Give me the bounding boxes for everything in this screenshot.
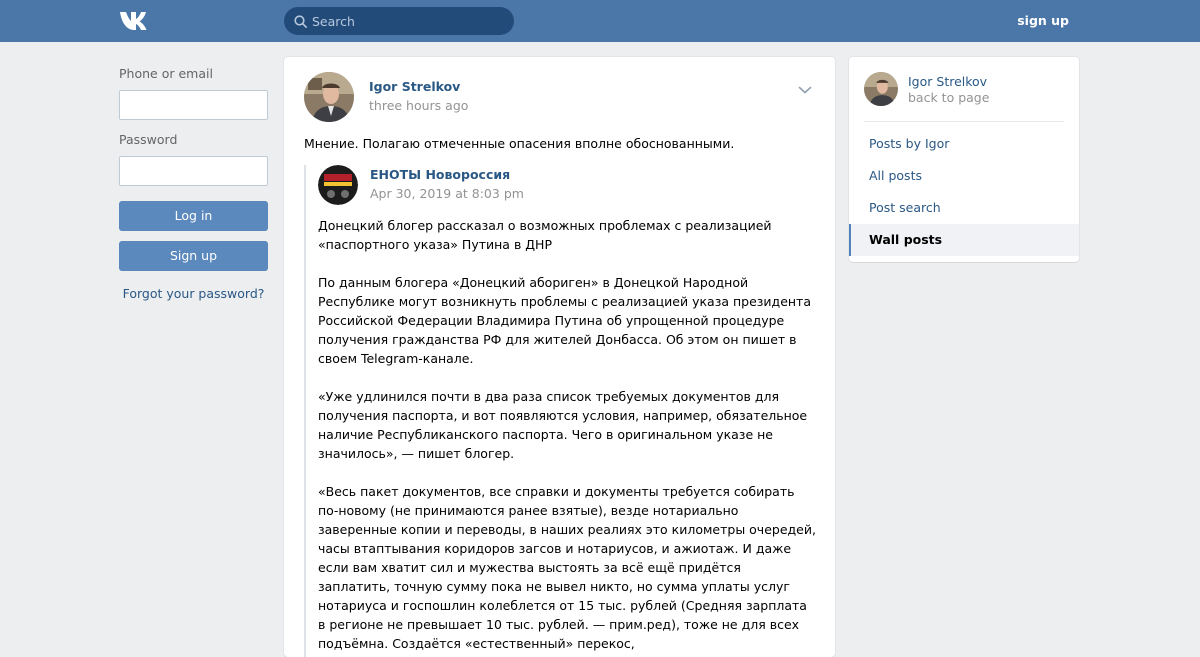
owner-name-link[interactable]: Igor Strelkov [908,74,988,89]
sidebar-nav [849,128,1079,256]
chevron-down-icon[interactable] [798,85,812,95]
repost-divider [304,165,306,657]
phone-label: Phone or email [119,66,213,81]
forgot-password-link[interactable]: Forgot your password? [122,286,265,301]
post-time[interactable]: three hours ago [369,98,469,113]
group-logo-icon [318,165,358,205]
password-input[interactable] [119,156,268,186]
login-form [119,66,268,301]
repost-paragraph: «Весь пакет документов, все справки и документы требуется собирать по-новому (не принимаются ранее взятые), везде нотариально заверенные копии и переводы, в наших реалиях это километры очередей, часы втаптывания коридоров загсов и нотариусов, и ажиотаж. И даже если вам хватит сил и мужества выстоять за всё ещё придётся заплатить, точную сумму пока не вывел никто, но сумма уплаты услуг нотариуса и госпошлин колеблется от 15 тыс. рублей (Средняя зарплата в регионе не превышает 10 тыс. рублей. — прим.ред), тоже не для всех подъёмна. Создаётся «естественный» перекос, [318,484,816,651]
sidebar-divider [864,121,1064,122]
login-button[interactable]: Log in [119,201,268,231]
phone-email-input[interactable] [119,90,268,120]
repost-paragraph: По данным блогера «Донецкий абориген» в Донецкой Народной Республике могут возникнуть проблемы с реализацией указа президента Российской Федерации Владимира Путина об упрощенной процедуре получения гражданства РФ для жителей Донбасса. Об этом он пишет в своем Telegram-канале. [318,275,811,366]
signup-button[interactable]: Sign up [119,241,268,271]
top-header [0,0,1200,42]
vk-logo-icon[interactable] [119,10,152,30]
post-author-name[interactable]: Igor Strelkov [369,79,461,94]
author-avatar[interactable] [304,72,354,122]
repost-paragraph: Донецкий блогер рассказал о возможных проблемах с реализацией «паспортного указа» Путина в ДНР [318,218,772,252]
repost-time[interactable]: Apr 30, 2019 at 8:03 pm [370,186,524,201]
password-label: Password [119,132,178,147]
wall-sidebar [849,57,1079,262]
search-icon [294,15,307,28]
repost-paragraph: «Уже удлинился почти в два раза список требуемых документов для получения паспорта, и вот появляются условия, например, обязательное наличие Республиканского паспорта. Чего в оригинальном указе не значилось», — пишет блогер. [318,389,808,461]
owner-avatar[interactable] [864,72,898,106]
sidebar-item-post-search[interactable]: Post search [869,200,941,215]
author-photo-icon [304,72,354,122]
back-to-page-link[interactable]: back to page [908,90,990,105]
sidebar-item-posts-by-owner[interactable]: Posts by Igor [869,136,950,151]
sidebar-item-all-posts[interactable]: All posts [869,168,922,183]
search-box[interactable] [284,7,514,35]
wall-post [284,57,835,657]
owner-photo-icon [864,72,898,106]
post-text: Мнение. Полагаю отмеченные опасения вполне обоснованными. [304,136,735,151]
search-input[interactable] [312,7,508,35]
sidebar-item-wall-posts[interactable]: Wall posts [849,224,1079,256]
repost-body [318,216,816,657]
repost-avatar[interactable] [318,165,358,205]
repost-author-name[interactable]: ЕНОТЫ Новороссия [370,167,511,182]
header-signup-link[interactable]: sign up [1017,13,1069,28]
